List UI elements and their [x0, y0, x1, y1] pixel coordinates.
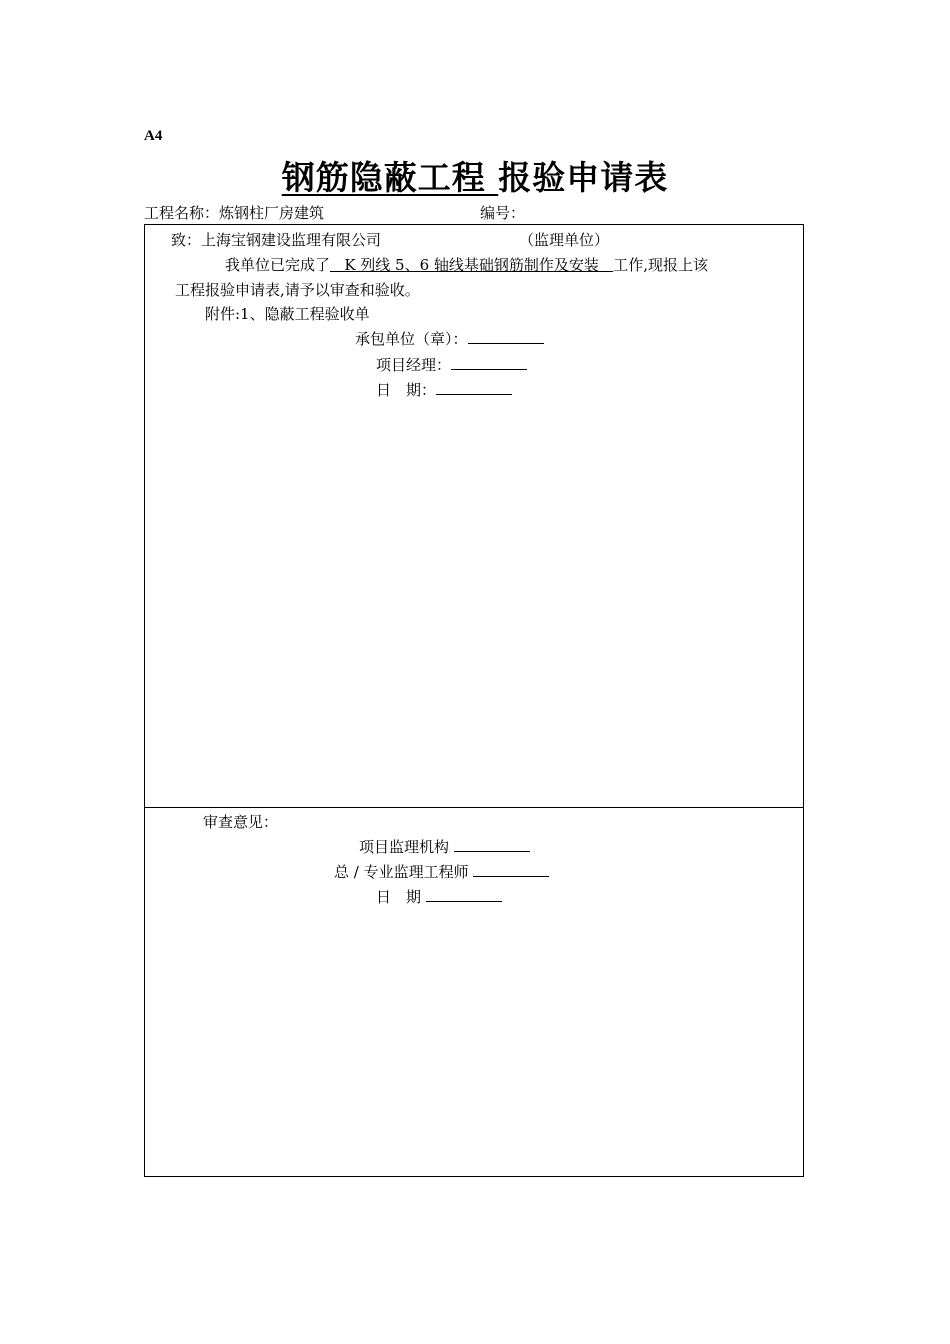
chief-engineer-label: 总 / 专业监理工程师: [334, 863, 474, 881]
title-rest: 报验申请表: [498, 158, 669, 197]
title-underlined-part: 钢筋隐蔽工程: [281, 158, 499, 197]
completion-statement: [225, 254, 708, 275]
form-code: A4: [144, 128, 163, 144]
review-date-blank: [426, 887, 502, 902]
statement-suffix: 工作,现报上该: [613, 256, 709, 274]
document-title: [0, 152, 950, 199]
project-name: 工程名称：炼钢柱厂房建筑: [144, 204, 325, 222]
application-date-blank: [436, 380, 512, 395]
statement-prefix: 我单位已完成了: [225, 256, 331, 274]
manager-label: 项目经理：: [376, 356, 452, 374]
supervision-org-line: [359, 836, 530, 857]
chief-engineer-blank: [473, 862, 549, 877]
supervision-org-label: 项目监理机构: [359, 838, 454, 856]
contractor-signature-line: [355, 328, 544, 349]
application-form-box: [144, 224, 804, 1177]
serial-number-label: 编号：: [480, 204, 526, 222]
review-date-line: [376, 886, 502, 907]
statement-second-line: 工程报验申请表,请予以审查和验收。: [175, 281, 420, 299]
attachment-line: 附件:1、隐蔽工程验收单: [205, 305, 370, 323]
supervisor-unit-note: （监理单位）: [519, 231, 610, 249]
manager-signature-line: [376, 354, 527, 375]
contractor-blank: [468, 329, 544, 344]
review-date-label: 日 期: [376, 888, 426, 906]
application-date-label: 日 期：: [376, 381, 437, 399]
review-opinion-label: 审查意见：: [203, 813, 279, 831]
manager-blank: [451, 355, 527, 370]
section-divider: [145, 807, 803, 808]
application-date-line: [376, 379, 512, 400]
supervision-org-blank: [454, 837, 530, 852]
addressee-line: 致：上海宝钢建设监理有限公司: [171, 231, 382, 249]
work-item-description: K 列线 5、6 轴线基础钢筋制作及安装: [330, 256, 614, 274]
chief-engineer-line: [334, 861, 549, 882]
contractor-label: 承包单位（章）：: [355, 330, 468, 348]
